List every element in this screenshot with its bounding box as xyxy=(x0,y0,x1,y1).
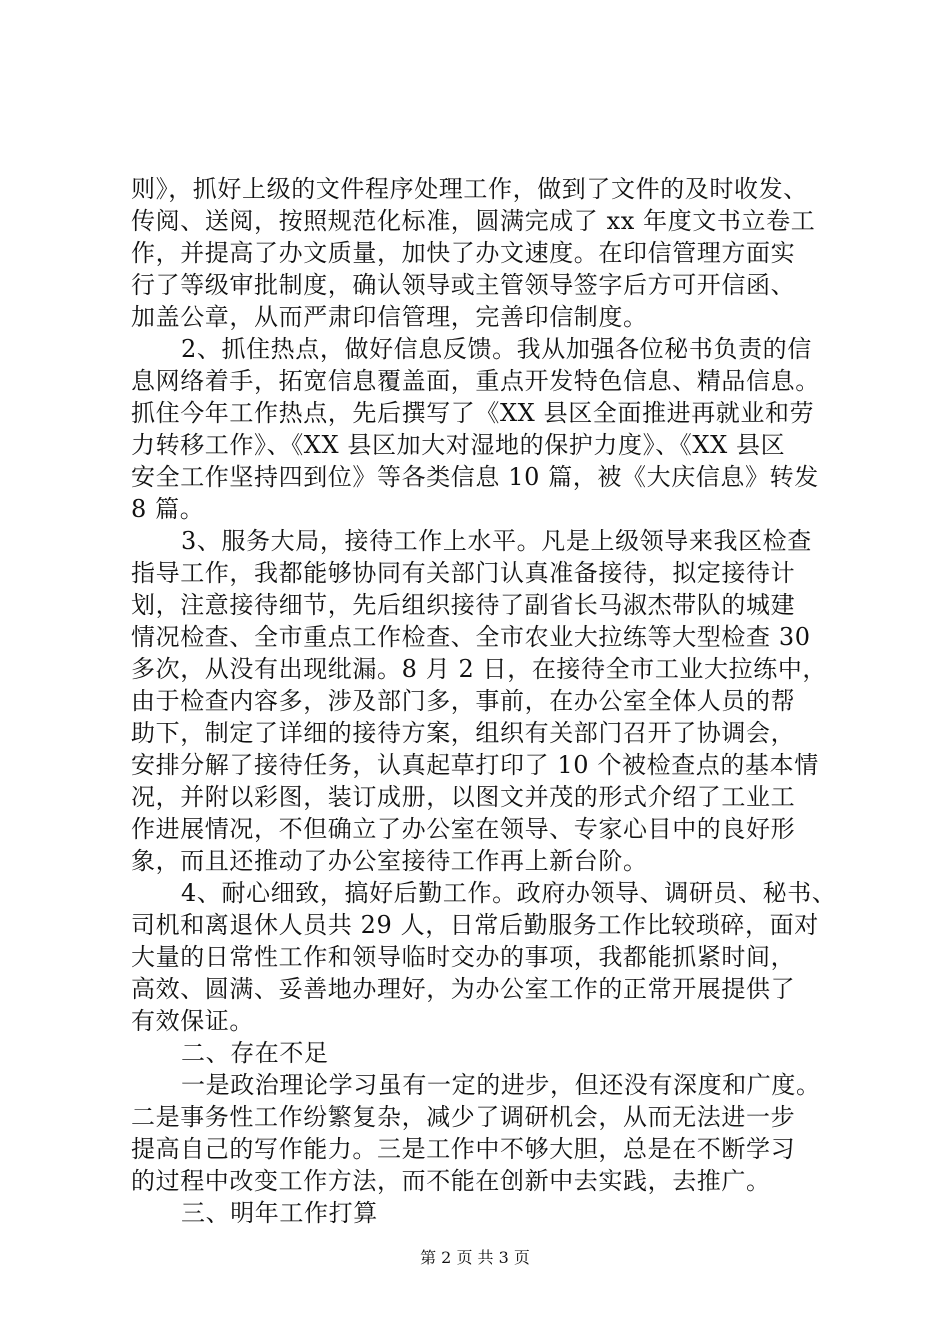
text-line: 息网络着手，拓宽信息覆盖面，重点开发特色信息、精品信息。 xyxy=(131,367,820,395)
text-line: 助下，制定了详细的接待方案，组织有关部门召开了协调会， xyxy=(131,719,796,747)
text-line: 传阅、送阅，按照规范化标准，圆满完成了 xx 年度文书立卷工 xyxy=(131,207,816,235)
section-heading: 三、明年工作打算 xyxy=(181,1199,378,1227)
text-line: 的过程中改变工作方法，而不能在创新中去实践，去推广。 xyxy=(131,1167,771,1195)
text-line: 安排分解了接待任务，认真起草打印了 10 个被检查点的基本情 xyxy=(131,751,819,779)
text-line: 司机和离退休人员共 29 人，日常后勤服务工作比较琐碎，面对 xyxy=(131,911,819,939)
text-line: 作，并提高了办文质量，加快了办文速度。在印信管理方面实 xyxy=(131,239,796,267)
text-line: 指导工作，我都能够协同有关部门认真准备接待，拟定接待计 xyxy=(131,559,796,587)
text-line: 况，并附以彩图，装订成册，以图文并茂的形式介绍了工业工 xyxy=(131,783,796,811)
text-line: 由于检查内容多，涉及部门多，事前，在办公室全体人员的帮 xyxy=(131,687,796,715)
text-line: 高效、圆满、妥善地办理好，为办公室工作的正常开展提供了 xyxy=(131,975,796,1003)
text-line: 安全工作坚持四到位》等各类信息 10 篇，被《大庆信息》转发 xyxy=(131,463,819,491)
text-line: 多次，从没有出现纰漏。8 月 2 日，在接待全市工业大拉练中， xyxy=(131,655,828,683)
paragraph-shortcomings xyxy=(131,1069,831,1197)
text-line: 划，注意接待细节，先后组织接待了副省长马淑杰带队的城建 xyxy=(131,591,796,619)
text-line: 加盖公章，从而严肃印信管理，完善印信制度。 xyxy=(131,303,648,331)
text-line: 8 篇。 xyxy=(131,495,205,523)
section-heading: 二、存在不足 xyxy=(181,1039,329,1067)
text-line: 大量的日常性工作和领导临时交办的事项，我都能抓紧时间， xyxy=(131,943,796,971)
page-footer: 第 2 页 共 3 页 xyxy=(420,1248,530,1267)
text-line: 力转移工作》、《XX 县区加大对湿地的保护力度》、《XX 县区 xyxy=(131,431,786,459)
text-line: 象，而且还推动了办公室接待工作再上新台阶。 xyxy=(131,847,648,875)
text-line: 作进展情况，不但确立了办公室在领导、专家心目中的良好形 xyxy=(131,815,796,843)
paragraph-logistics-work xyxy=(131,877,837,1037)
text-line: 抓住今年工作热点，先后撰写了《XX 县区全面推进再就业和劳 xyxy=(131,399,815,427)
text-line: 行了等级审批制度，确认领导或主管领导签字后方可开信函、 xyxy=(131,271,796,299)
heading-shortcomings xyxy=(131,1037,831,1069)
text-line: 2、抓住热点，做好信息反馈。我从加强各位秘书负责的信 xyxy=(181,335,812,363)
heading-next-year-plan xyxy=(131,1197,831,1229)
paragraph-continuation xyxy=(131,173,831,333)
text-line: 情况检查、全市重点工作检查、全市农业大拉练等大型检查 30 xyxy=(131,623,811,651)
text-line: 则》，抓好上级的文件程序处理工作，做到了文件的及时收发、 xyxy=(131,175,808,203)
text-line: 二是事务性工作纷繁复杂，减少了调研机会，从而无法进一步 xyxy=(131,1103,796,1131)
text-line: 4、耐心细致，搞好后勤工作。政府办领导、调研员、秘书、 xyxy=(181,879,837,907)
text-line: 提高自己的写作能力。三是工作中不够大胆，总是在不断学习 xyxy=(131,1135,796,1163)
paragraph-reception-work xyxy=(131,525,831,877)
text-line: 一是政治理论学习虽有一定的进步，但还没有深度和广度。 xyxy=(181,1071,821,1099)
paragraph-information-feedback xyxy=(131,333,831,525)
text-line: 3、服务大局，接待工作上水平。凡是上级领导来我区检查 xyxy=(181,527,812,555)
document-body xyxy=(131,173,837,1229)
text-line: 有效保证。 xyxy=(131,1007,254,1035)
